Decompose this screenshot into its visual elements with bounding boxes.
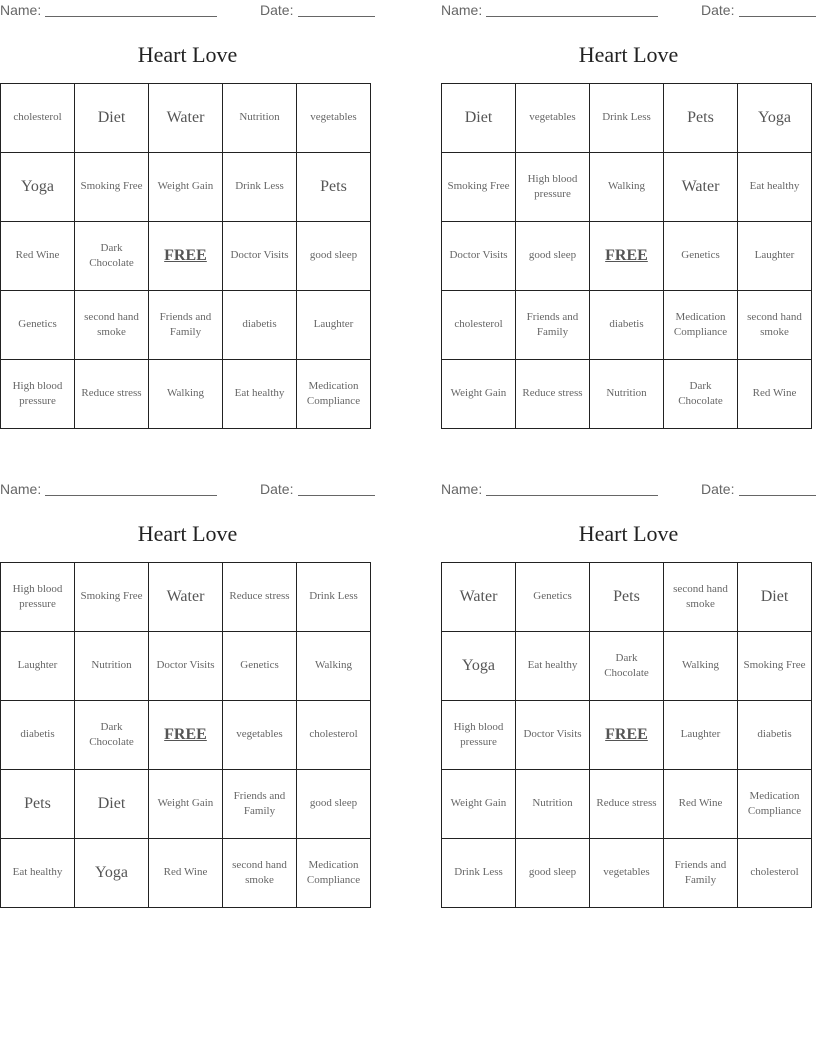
bingo-cell: diabetis <box>1 701 75 770</box>
name-field-line <box>45 2 217 17</box>
date-field-line <box>298 2 375 17</box>
bingo-cell: Weight Gain <box>149 770 223 839</box>
bingo-cell: diabetis <box>590 291 664 360</box>
name-field-line <box>45 481 217 496</box>
bingo-cell: High blood pressure <box>1 360 75 429</box>
free-space-cell: FREE <box>149 701 223 770</box>
bingo-cell: Red Wine <box>664 770 738 839</box>
bingo-cell: Doctor Visits <box>223 222 297 291</box>
bingo-cell: Medication Compliance <box>738 770 812 839</box>
card-title: Heart Love <box>578 42 679 67</box>
bingo-cell: Dark Chocolate <box>590 632 664 701</box>
bingo-cell: Yoga <box>1 153 75 222</box>
bingo-cell: Diet <box>75 770 149 839</box>
bingo-cell: Smoking Free <box>442 153 516 222</box>
bingo-cell: good sleep <box>516 839 590 908</box>
bingo-cell: Laughter <box>738 222 812 291</box>
bingo-cell: Doctor Visits <box>516 701 590 770</box>
bingo-cell: Doctor Visits <box>149 632 223 701</box>
date-field-line <box>298 481 375 496</box>
bingo-cell: vegetables <box>590 839 664 908</box>
bingo-cell: Medication Compliance <box>297 360 371 429</box>
bingo-cell: Red Wine <box>149 839 223 908</box>
bingo-cell: Nutrition <box>516 770 590 839</box>
bingo-cell: Friends and Family <box>149 291 223 360</box>
bingo-cell: Water <box>664 153 738 222</box>
bingo-cell: Eat healthy <box>223 360 297 429</box>
bingo-cell: Friends and Family <box>664 839 738 908</box>
bingo-cell: Yoga <box>738 84 812 153</box>
bingo-cell: Pets <box>664 84 738 153</box>
bingo-cell: Eat healthy <box>1 839 75 908</box>
bingo-cell: Doctor Visits <box>442 222 516 291</box>
bingo-cell: Walking <box>149 360 223 429</box>
card-title: Heart Love <box>137 521 238 546</box>
bingo-cell: Laughter <box>664 701 738 770</box>
bingo-cell: cholesterol <box>1 84 75 153</box>
bingo-cell: cholesterol <box>297 701 371 770</box>
bingo-cell: Reduce stress <box>223 563 297 632</box>
date-field-line <box>739 2 816 17</box>
bingo-cell: Drink Less <box>442 839 516 908</box>
bingo-cell: diabetis <box>223 291 297 360</box>
bingo-cell: good sleep <box>297 222 371 291</box>
bingo-cell: Friends and Family <box>516 291 590 360</box>
bingo-cell: Walking <box>590 153 664 222</box>
bingo-cell: Diet <box>75 84 149 153</box>
bingo-cell: cholesterol <box>738 839 812 908</box>
date-label: Date: <box>701 2 735 18</box>
bingo-cell: Walking <box>297 632 371 701</box>
name-label: Name: <box>441 481 483 497</box>
bingo-cell: Water <box>149 563 223 632</box>
bingo-cell: second hand smoke <box>738 291 812 360</box>
bingo-cell: Water <box>149 84 223 153</box>
bingo-cell: Medication Compliance <box>297 839 371 908</box>
bingo-cell: vegetables <box>516 84 590 153</box>
bingo-cell: Genetics <box>223 632 297 701</box>
bingo-cell: Dark Chocolate <box>75 222 149 291</box>
bingo-cell: Nutrition <box>75 632 149 701</box>
bingo-cell: Genetics <box>664 222 738 291</box>
bingo-cell: Reduce stress <box>75 360 149 429</box>
bingo-cell: second hand smoke <box>664 563 738 632</box>
bingo-grid <box>0 83 371 429</box>
bingo-cell: Diet <box>738 563 812 632</box>
bingo-grid <box>441 562 812 908</box>
bingo-cell: Genetics <box>1 291 75 360</box>
bingo-cell: Walking <box>664 632 738 701</box>
bingo-cell: Smoking Free <box>75 153 149 222</box>
bingo-cell: Drink Less <box>223 153 297 222</box>
name-date-header <box>0 0 375 20</box>
bingo-cell: Laughter <box>297 291 371 360</box>
bingo-cell: second hand smoke <box>75 291 149 360</box>
bingo-cell: Drink Less <box>590 84 664 153</box>
bingo-cell: Smoking Free <box>75 563 149 632</box>
bingo-cell: vegetables <box>297 84 371 153</box>
date-label: Date: <box>260 2 294 18</box>
bingo-cell: Yoga <box>75 839 149 908</box>
bingo-cell: Drink Less <box>297 563 371 632</box>
bingo-cell: Friends and Family <box>223 770 297 839</box>
name-date-header <box>0 479 375 499</box>
bingo-cell: Pets <box>590 563 664 632</box>
card-title: Heart Love <box>137 42 238 67</box>
bingo-cell: Red Wine <box>738 360 812 429</box>
bingo-cell: Dark Chocolate <box>75 701 149 770</box>
bingo-cell: Pets <box>297 153 371 222</box>
bingo-cell: cholesterol <box>442 291 516 360</box>
name-field-line <box>486 481 658 496</box>
bingo-cell: vegetables <box>223 701 297 770</box>
bingo-cell: Smoking Free <box>738 632 812 701</box>
name-field-line <box>486 2 658 17</box>
bingo-cell: Yoga <box>442 632 516 701</box>
name-label: Name: <box>0 2 42 18</box>
name-date-header <box>441 479 816 499</box>
date-label: Date: <box>701 481 735 497</box>
bingo-cell: Laughter <box>1 632 75 701</box>
bingo-cell: good sleep <box>516 222 590 291</box>
bingo-cell: Reduce stress <box>590 770 664 839</box>
bingo-cell: Eat healthy <box>738 153 812 222</box>
bingo-grid <box>441 83 812 429</box>
name-label: Name: <box>0 481 42 497</box>
bingo-cell: High blood pressure <box>516 153 590 222</box>
name-date-header <box>441 0 816 20</box>
bingo-cell: second hand smoke <box>223 839 297 908</box>
bingo-cell: Diet <box>442 84 516 153</box>
bingo-cell: Weight Gain <box>442 360 516 429</box>
bingo-cell: diabetis <box>738 701 812 770</box>
bingo-cell: High blood pressure <box>1 563 75 632</box>
name-label: Name: <box>441 2 483 18</box>
card-title: Heart Love <box>578 521 679 546</box>
bingo-cell: Genetics <box>516 563 590 632</box>
date-field-line <box>739 481 816 496</box>
date-label: Date: <box>260 481 294 497</box>
bingo-cell: Nutrition <box>223 84 297 153</box>
bingo-cell: Weight Gain <box>149 153 223 222</box>
free-space-cell: FREE <box>590 701 664 770</box>
bingo-cell: Dark Chocolate <box>664 360 738 429</box>
bingo-cell: good sleep <box>297 770 371 839</box>
bingo-cell: Reduce stress <box>516 360 590 429</box>
bingo-cell: Water <box>442 563 516 632</box>
free-space-cell: FREE <box>149 222 223 291</box>
bingo-grid <box>0 562 371 908</box>
bingo-cell: Medication Compliance <box>664 291 738 360</box>
bingo-cell: Eat healthy <box>516 632 590 701</box>
bingo-cell: Red Wine <box>1 222 75 291</box>
bingo-cell: High blood pressure <box>442 701 516 770</box>
bingo-cell: Weight Gain <box>442 770 516 839</box>
bingo-cell: Pets <box>1 770 75 839</box>
bingo-cell: Nutrition <box>590 360 664 429</box>
free-space-cell: FREE <box>590 222 664 291</box>
